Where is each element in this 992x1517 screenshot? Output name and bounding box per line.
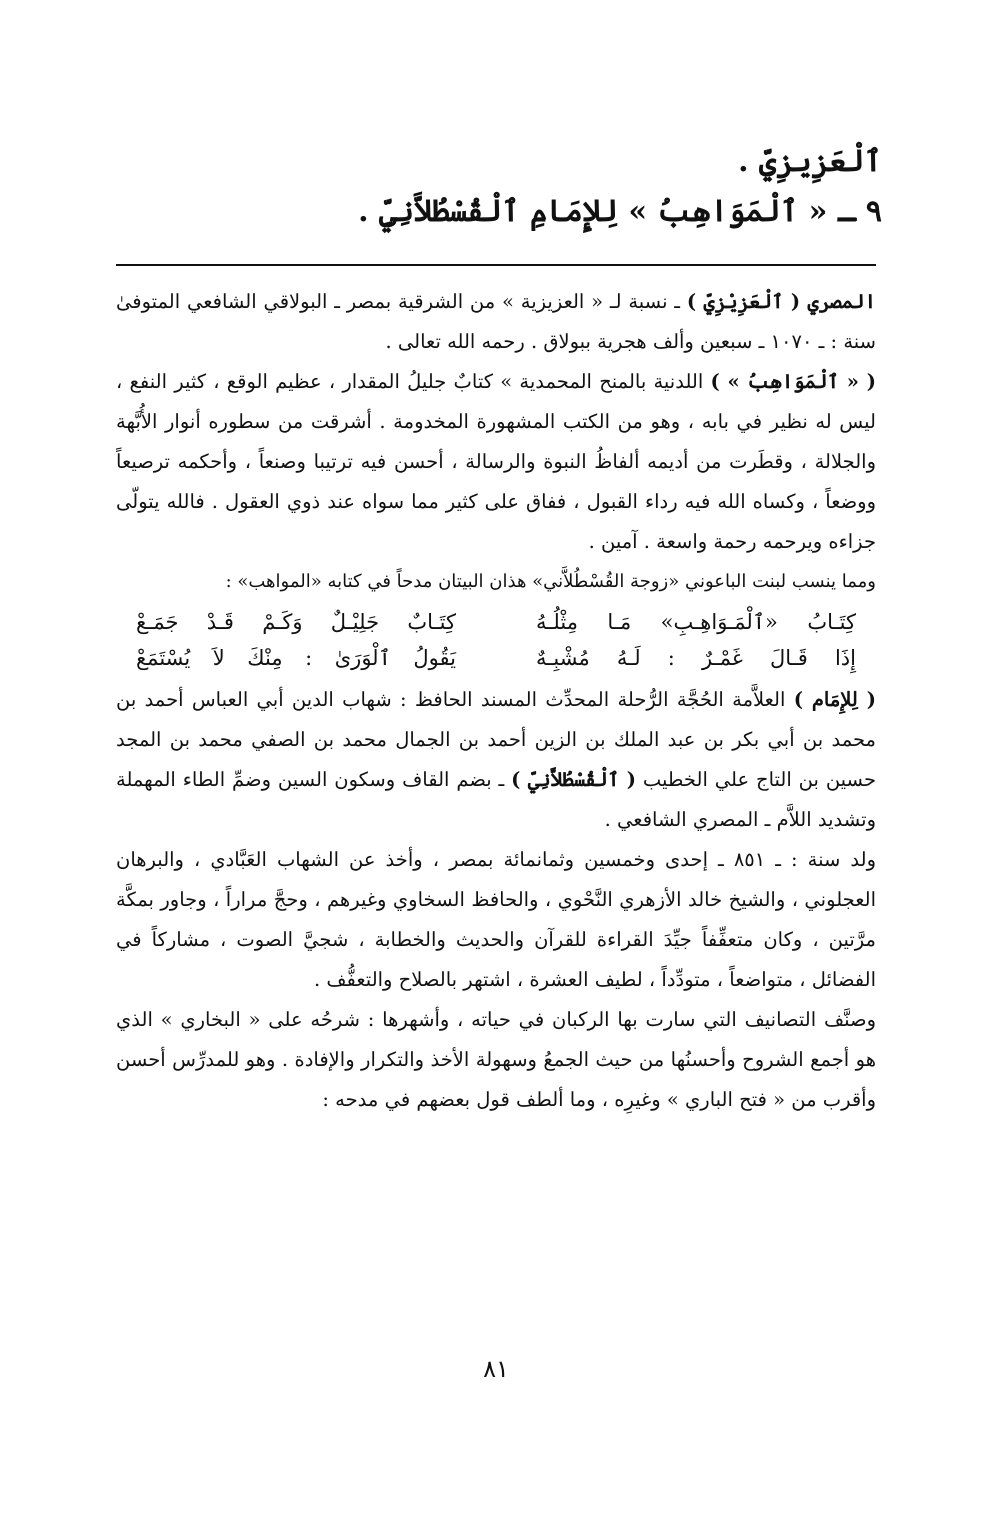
poem-verse-1 bbox=[116, 604, 876, 640]
footnote-text-3a: العلاَّمة الحُجَّة الرُّحلة المحدِّث المسند الحافظ : شهاب الدين أبي العباس أحمد بن محمد بن أبي بكر بن عبد الملك بن الزين أحمد بن الجمال محمد بن الصفي محمد بن المجد حسين بن التاج علي الخطيب bbox=[116, 688, 876, 791]
footnote-text-2: اللدنية بالمنح المحمدية » كتابٌ جليلُ المقدار ، عظيم الوقع ، كثير النفع ، ليس له نظير في بابه ، وهو من الكتب المشهورة المخدومة . أشرقت من سطوره أنوار الأُبَّهة والجلالة ، وقطَرت من أديمه ألفاظُ النبوة والرسالة ، أحسن فيه ترتيبا وصنعاً ، وأحكمه ترصيعاً ووضعاً ، وكساه الله فيه رداء القبول ، ففاق على كثير مما سواه عند ذوي العقول . فالله يتولّى جزاءه ويرحمه رحمة واسعة . آمين . bbox=[116, 370, 876, 553]
main-text-line-2: ٩ ـ « ٱلْمَوَاهِبُ » لِلإِمَامِ ٱلْقُسْطُلاَّنِيِّ . bbox=[358, 194, 882, 229]
poem-verse-2-first-hemistich: إِذَا قَـالَ غَمْـرٌ : لَـهُ مُشْبِـهٌ bbox=[536, 646, 856, 670]
poem bbox=[116, 604, 876, 676]
poem-verse-2-second-hemistich: يَقُولُ ٱلْوَرَىٰ : مِنْكَ لاَ يُسْتَمَعْ bbox=[136, 646, 456, 670]
footnote-text-3b: ـ بضم القاف وسكون السين وضمِّ الطاء المهملة وتشديد اللاَّم ـ المصري الشافعي . bbox=[116, 768, 876, 831]
footnote-text-1: ـ نسبة لـ « العزيزية » من الشرقية بمصر ـ البولاقي الشافعي المتوفىٰ سنة : ـ ١٠٧٠ ـ سبعين وألف هجرية ببولاق . رحمه الله تعالى . bbox=[116, 290, 876, 353]
poem-verse-2 bbox=[116, 640, 876, 676]
footnote-paragraph-2 bbox=[116, 362, 876, 562]
footnote-term-qastallani: ( ٱلْقُسْطُلاَّنِيّ ) bbox=[511, 768, 636, 791]
page-number: ٨١ bbox=[483, 1355, 509, 1383]
footnote-term-mawahib: ( « ٱلْمَوَاهِبُ » ) bbox=[710, 370, 876, 393]
footnote-separator bbox=[116, 264, 876, 266]
footnote-paragraph-5: وصنَّف التصانيف التي سارت بها الركبان في حياته ، وأشهرها : شرحُه على « البخاري » الذي هو أجمع الشروح وأحسنُها من حيث الجمعُ وسهولة الأخذ والتكرار والإفادة . وهو للمدرِّس أحسن وأقرب من « فتح الباري » وغيرِه ، وما ألطف قول بعضهم في مدحه : bbox=[116, 1008, 877, 1111]
main-text-line-1: ٱلْعَزِيزِيِّ . bbox=[738, 144, 882, 179]
main-text bbox=[122, 140, 882, 240]
poem-verse-1-second-hemistich: كِتَـابٌ جَلِيْـلٌ وَكَـمْ قَـدْ جَمَـعْ bbox=[136, 610, 456, 634]
footnote-paragraph-4: ولد سنة : ـ ٨٥١ ـ إحدى وخمسين وثمانمائة بمصر ، وأخذ عن الشهاب العَبَّادي ، والبرهان العجلوني ، والشيخ خالد الأزهري النَّحْوي ، والحافظ السخاوي وغيرهم ، وحجَّ مراراً ، وجاور بمكَّة مرَّتين ، وكان متعفِّفاً جيِّدَ القراءة للقرآن والحديث والخطابة ، شجيَّ الصوت ، مشاركاً في الفضائل ، متواضعاً ، متودِّداً ، لطيف العشرة ، اشتهر بالصلاح والتعفُّف . bbox=[116, 848, 876, 991]
footnote-paragraph-1 bbox=[116, 282, 876, 362]
footnote-paragraph-3 bbox=[116, 680, 876, 840]
poem-intro: ومما ينسب لبنت الباعوني «زوجة القُسْطُلاَّني» هذان البيتان مدحاً في كتابه «المواهب» : bbox=[225, 571, 876, 592]
footnote-term-imam: ( لِلإِمَام ) bbox=[793, 688, 876, 711]
footnotes bbox=[116, 282, 876, 1120]
poem-verse-1-first-hemistich: كِتَـابُ «ٱلْمَـوَاهِـبِ» مَـا مِثْلُـهُ bbox=[536, 610, 856, 634]
footnote-term-aziziyy: المصري ( ٱلْعَزِيْزِيّ ) bbox=[686, 290, 876, 313]
